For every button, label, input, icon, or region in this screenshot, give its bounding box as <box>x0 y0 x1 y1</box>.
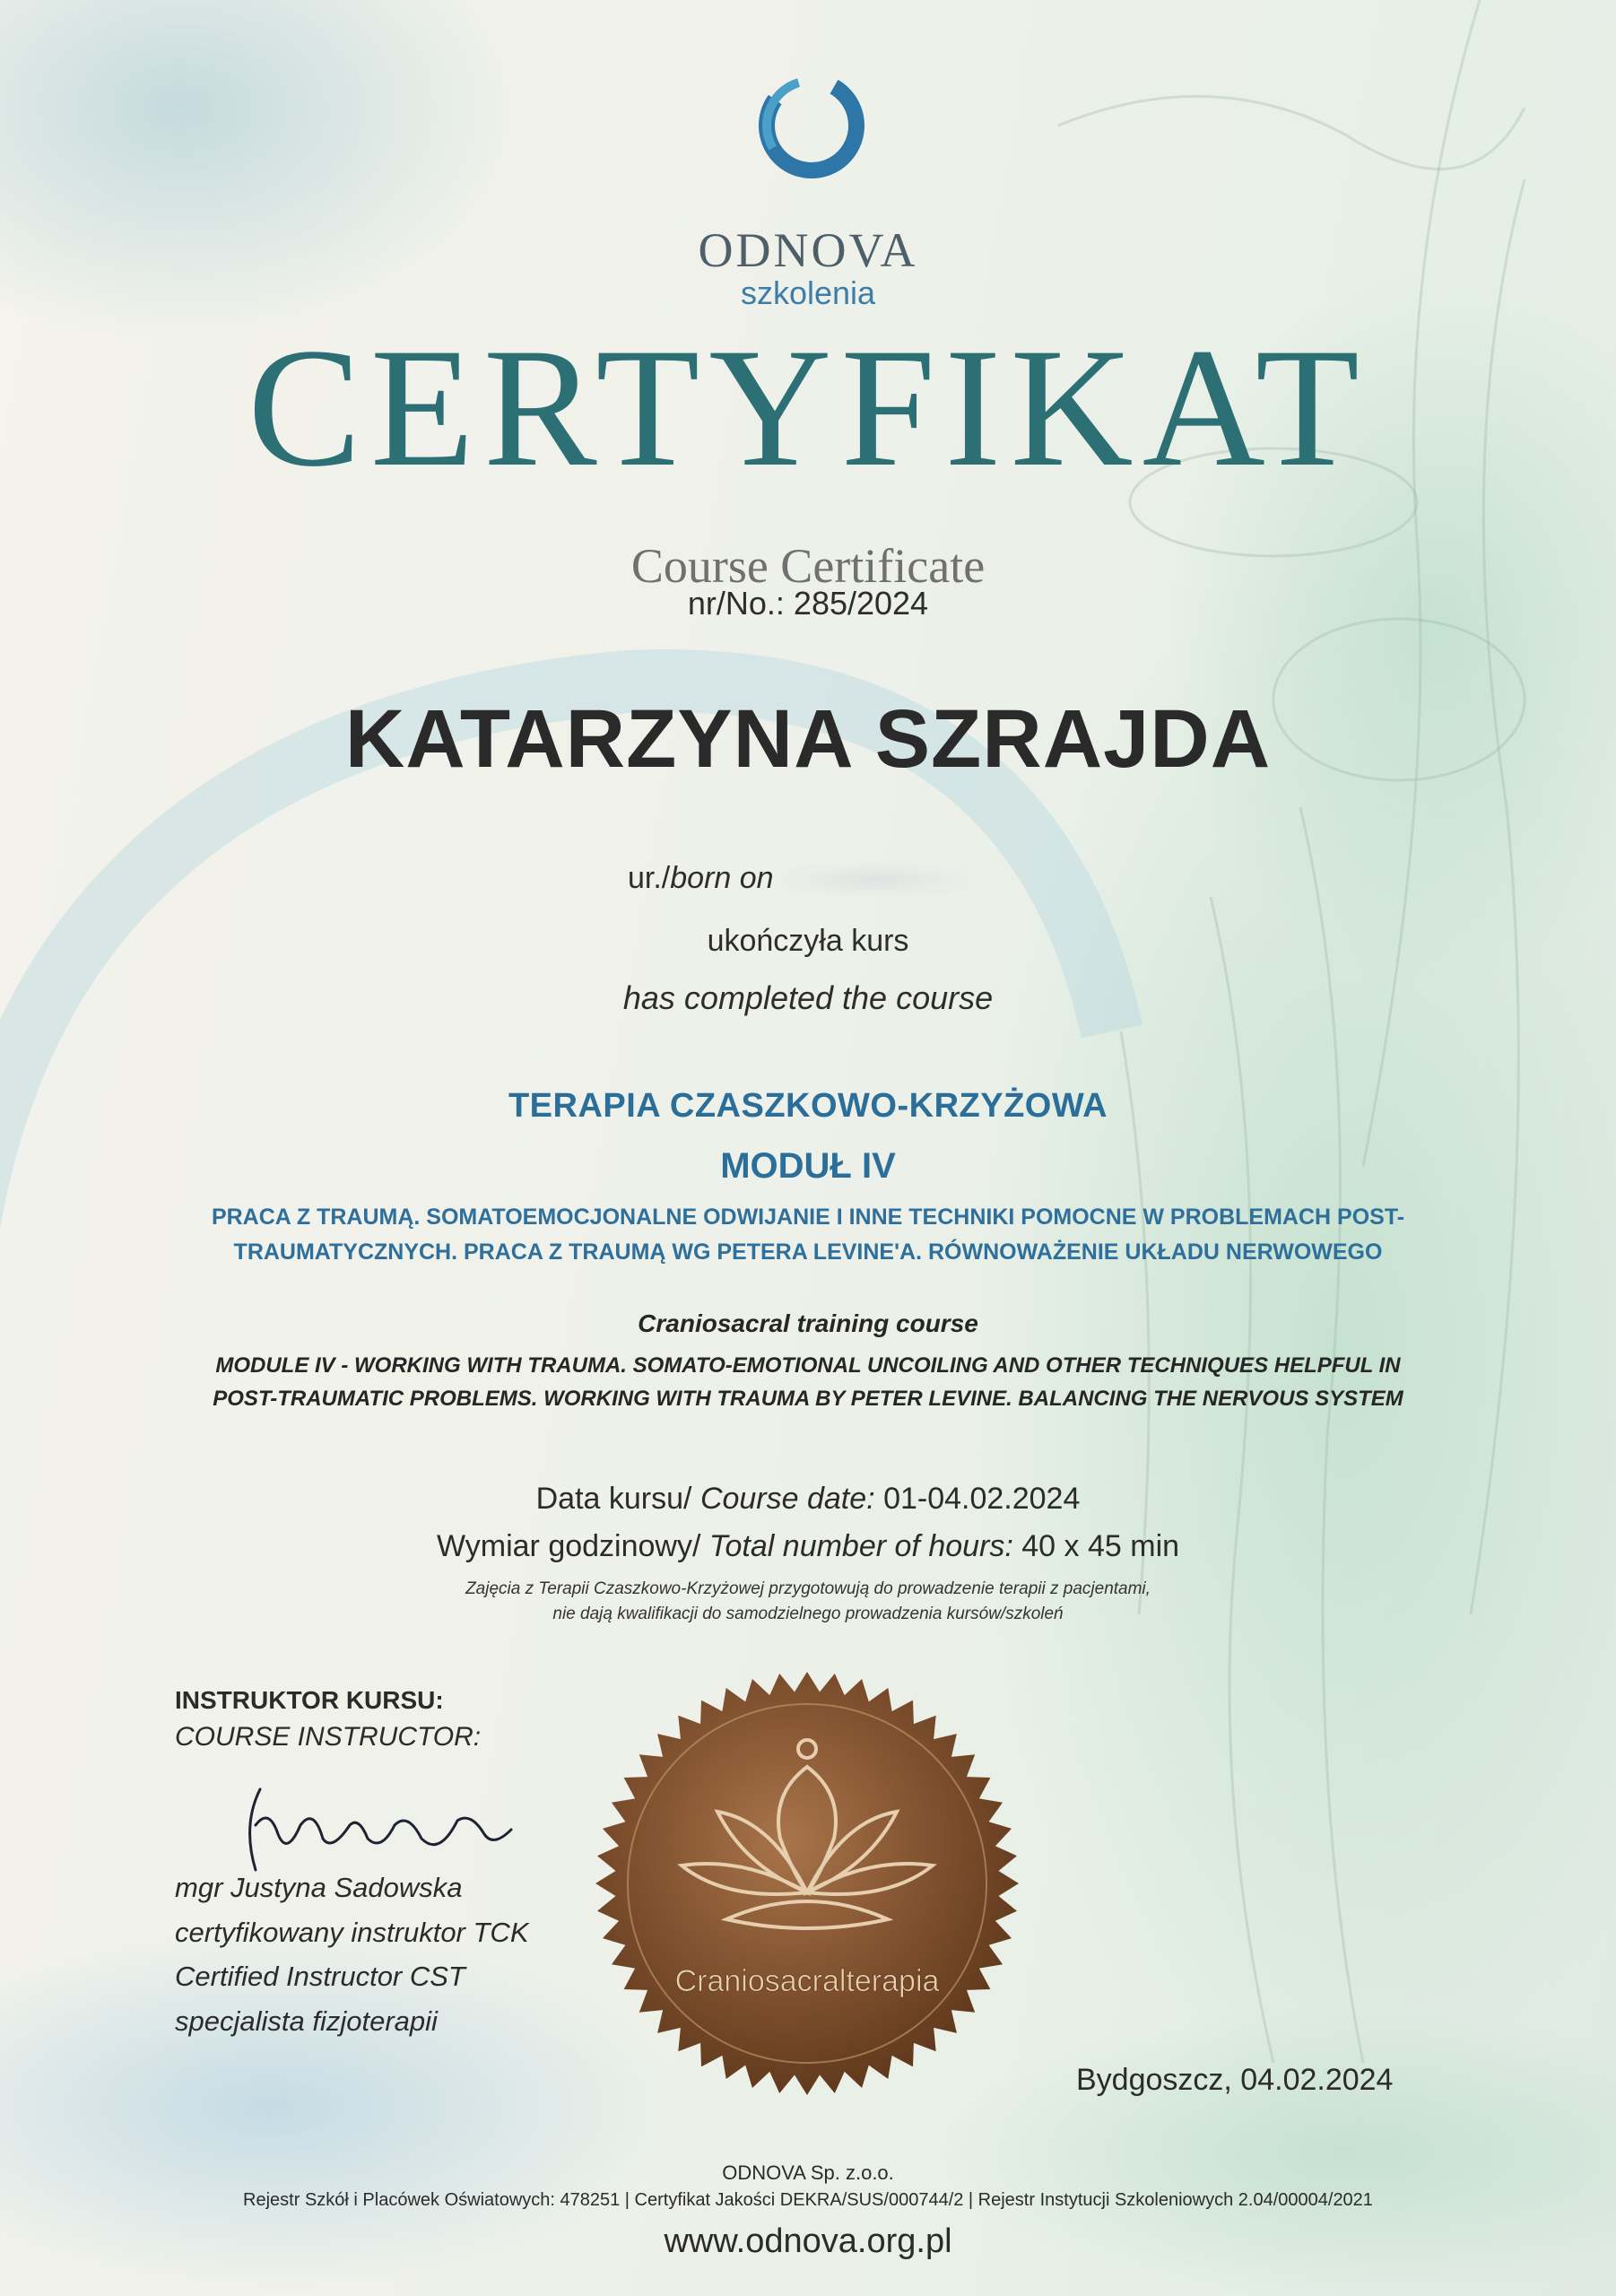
hours-label-en: Total number of hours: <box>708 1529 1013 1563</box>
born-line <box>628 861 969 896</box>
instructor-specialty: specjalista fizjoterapii <box>175 2005 438 2037</box>
redacted-birthdate <box>781 864 969 896</box>
course-date-line <box>0 1482 1616 1517</box>
course-note-line-1: Zajęcia z Terapii Czaszkowo-Krzyżowej przygotowują do prowadzenie terapii z pacjentami, <box>465 1579 1151 1598</box>
footer-registry: Rejestr Szkół i Placówek Oświatowych: 478251 | Certyfikat Jakości DEKRA/SUS/000744/2 | Rejestr Instytucji Szkoleniowych 2.04/00004/2021 <box>243 2190 1373 2210</box>
instructor-signature <box>215 1771 520 1879</box>
course-date-label-en: Course date: <box>699 1482 875 1516</box>
instructor-label-en: COURSE INSTRUCTOR: <box>175 1722 482 1752</box>
place-and-date: Bydgoszcz, 04.02.2024 <box>1076 2063 1394 2097</box>
course-note <box>269 1577 1347 1626</box>
seal-text: Craniosacralterapia <box>674 1964 940 1998</box>
instructor-role-pl: certyfikowany instruktor TCK <box>175 1916 529 1948</box>
brand-name: ODNOVA <box>698 223 918 277</box>
born-label-pl: ur./ <box>628 861 671 895</box>
certificate-title: CERTYFIKAT <box>248 314 1368 502</box>
course-title: TERAPIA CZASZKOWO-KRZYŻOWA <box>508 1087 1108 1125</box>
instructor-role-en: Certified Instructor CST <box>175 1961 465 1993</box>
course-training-label: Craniosacral training course <box>638 1309 978 1337</box>
course-date-value: 01-04.02.2024 <box>883 1482 1081 1516</box>
course-hours-line <box>0 1529 1616 1564</box>
course-date-label-pl: Data kursu/ <box>535 1482 700 1516</box>
certificate-number: nr/No.: 285/2024 <box>687 585 929 622</box>
craniosacral-seal <box>592 1668 1022 2099</box>
completed-label-en: has completed the course <box>622 979 994 1016</box>
course-description-en: MODULE IV - WORKING WITH TRAUMA. SOMATO-EMOTIONAL UNCOILING AND OTHER TECHNIQUES HELPFUL IN POST-TRAUMATIC PROBLEMS. WORKING WITH TRAUMA BY PETER LEVINE. BALANCING THE NERVOUS SYSTEM <box>213 1353 1403 1412</box>
course-description-pl: PRACA Z TRAUMĄ. SOMATOEMOCJONALNE ODWIJANIE I INNE TECHNIKI POMOCNE W PROBLEMACH POST-TRAUMATYCZNYCH. PRACA Z TRAUMĄ WG PETERA LEVINE'A. RÓWNOWAŻENIE UKŁADU NERWOWEGO <box>211 1205 1405 1265</box>
recipient-name: KATARZYNA SZRAJDA <box>344 693 1272 785</box>
hours-label-pl: Wymiar godzinowy/ <box>436 1529 709 1563</box>
completed-label-pl: ukończyła kurs <box>707 924 909 958</box>
brand-subtitle: szkolenia <box>740 274 876 311</box>
hours-value: 40 x 45 min <box>1021 1529 1180 1563</box>
instructor-details <box>175 1866 529 2043</box>
course-note-line-2: nie dają kwalifikacji do samodzielnego prowadzenia kursów/szkoleń <box>552 1604 1064 1623</box>
footer-website: www.odnova.org.pl <box>664 2222 952 2260</box>
course-module: MODUŁ IV <box>720 1146 896 1186</box>
instructor-label-pl: INSTRUKTOR KURSU: <box>175 1686 444 1714</box>
instructor-name: mgr Justyna Sadowska <box>175 1872 463 1903</box>
certificate-subtitle: Course Certificate <box>630 539 986 593</box>
odnova-logo-icon <box>753 67 870 184</box>
footer-company: ODNOVA Sp. z.o.o. <box>722 2161 894 2184</box>
born-label-en: born on <box>670 861 774 895</box>
